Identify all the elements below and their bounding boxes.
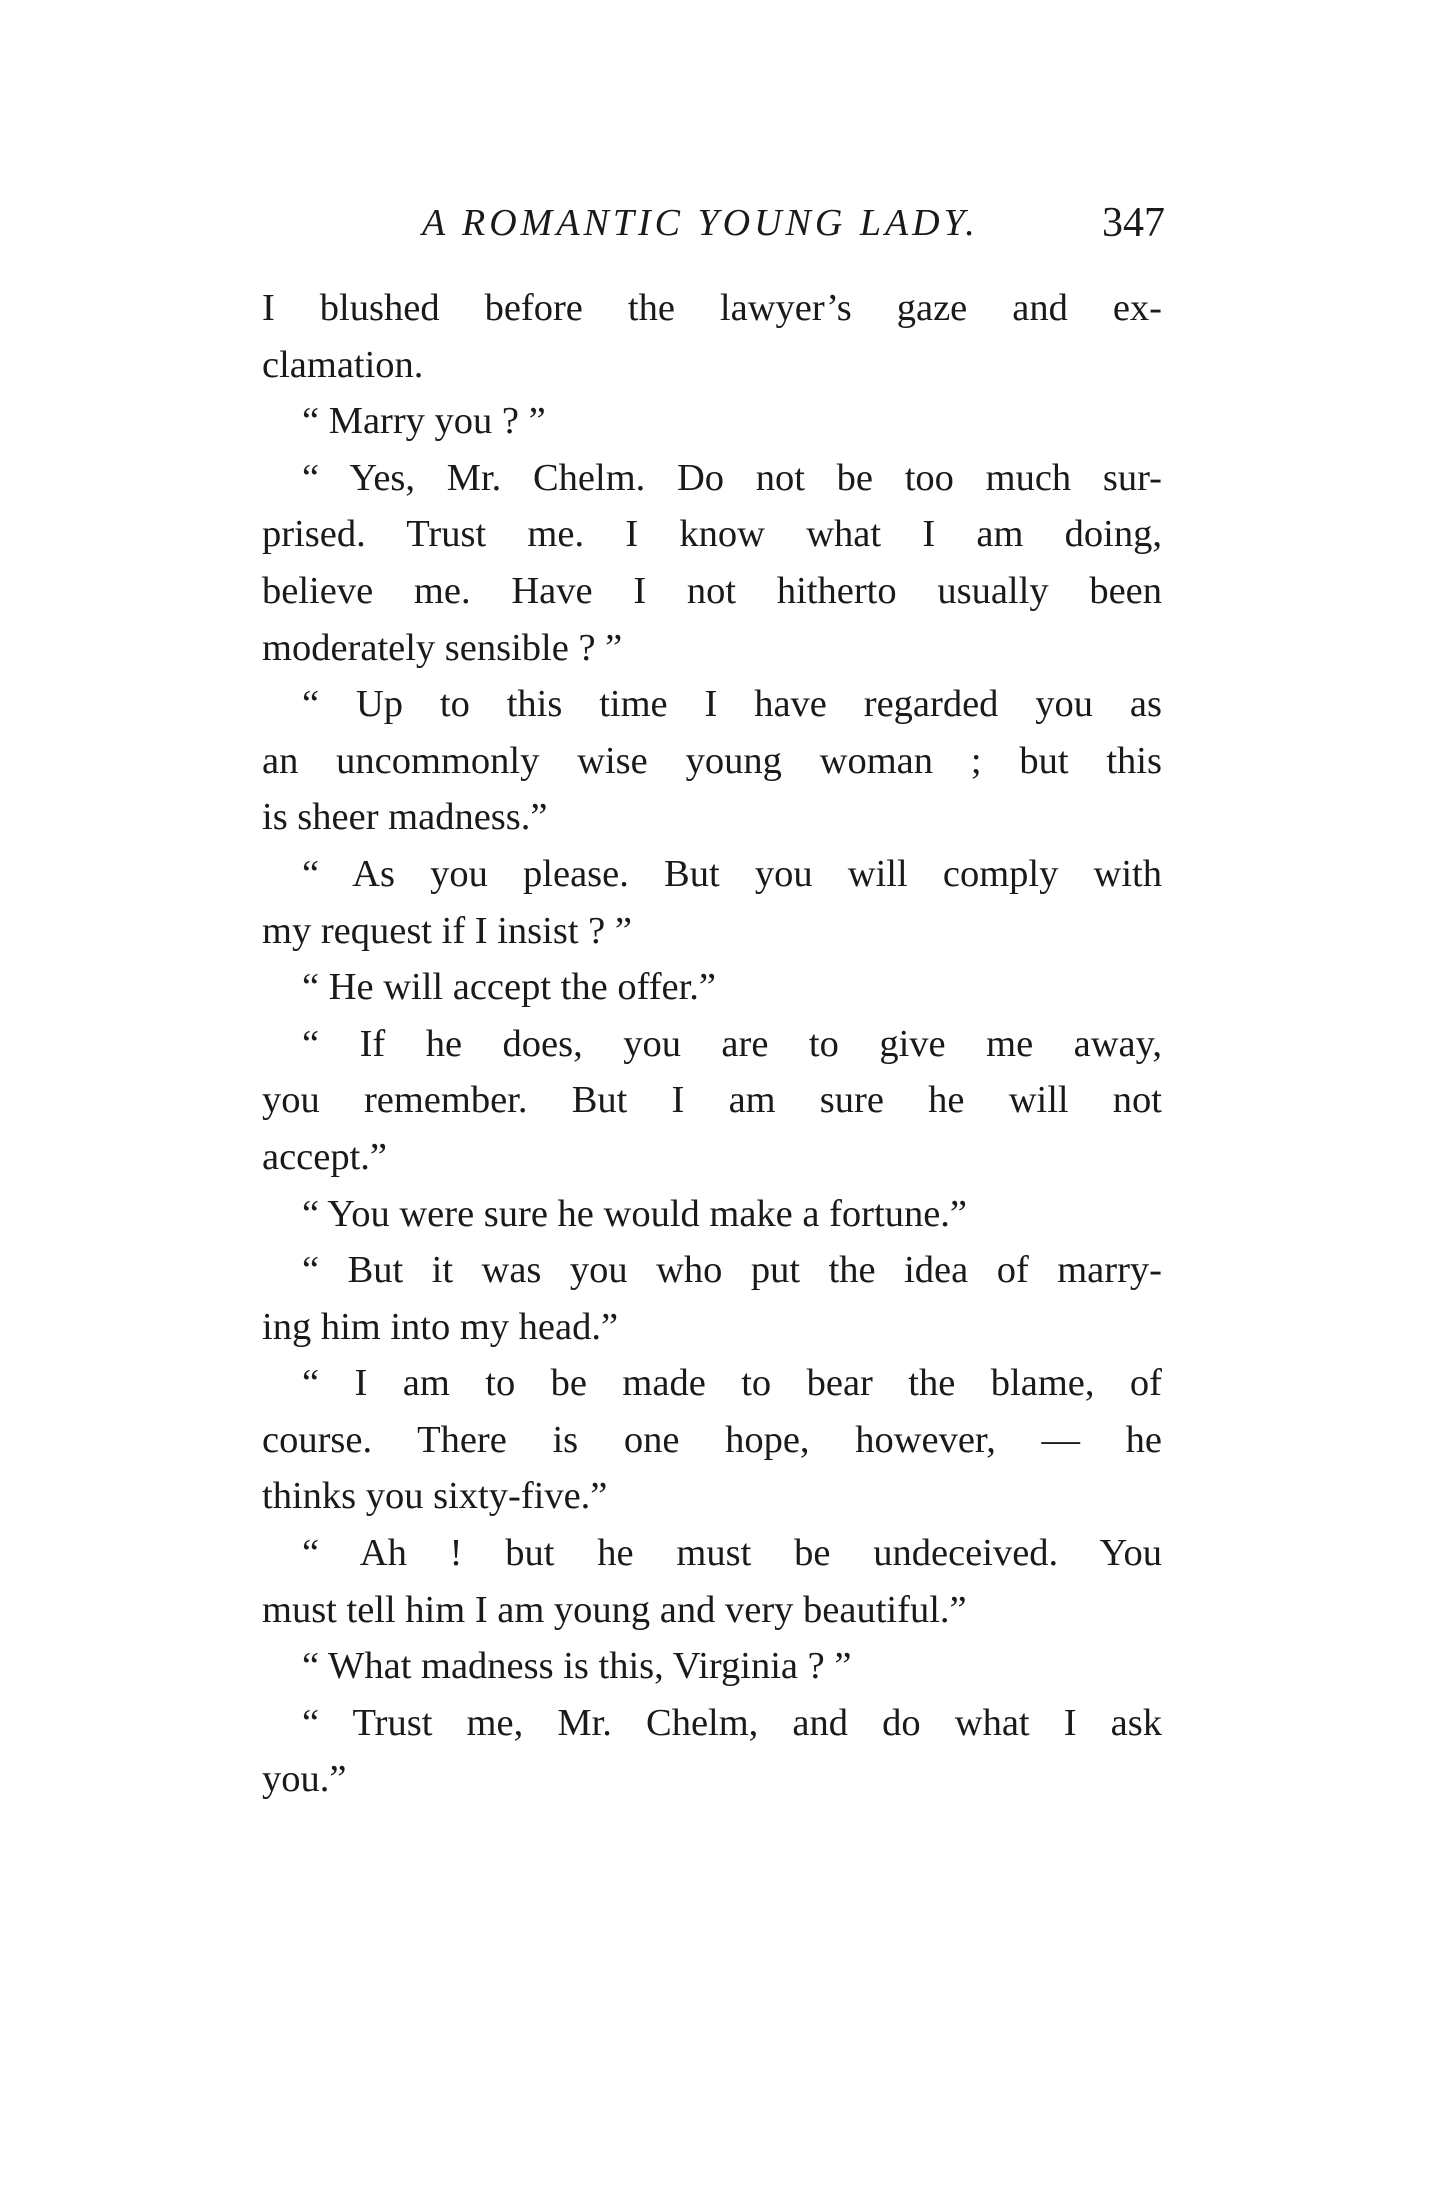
text-line: “ Up to this time I have regarded you as <box>302 683 1162 726</box>
text-line: “ Trust me, Mr. Chelm, and do what I ask <box>302 1701 1162 1744</box>
text-line: “ What madness is this, Virginia ? ” <box>302 1645 852 1688</box>
text-line: “ Ah ! but he must be undeceived. You <box>302 1532 1162 1575</box>
text-line: “ You were sure he would make a fortune.” <box>302 1192 967 1235</box>
text-line: an uncommonly wise young woman ; but this <box>262 739 1162 782</box>
text-line: “ If he does, you are to give me away, <box>302 1022 1162 1065</box>
text-line: I blushed before the lawyer’s gaze and ex- <box>262 287 1162 329</box>
text-line: you.” <box>262 1758 347 1801</box>
text-line: accept.” <box>262 1135 388 1178</box>
text-line: “ He will accept the offer.” <box>302 966 717 1009</box>
text-line: “ I am to be made to bear the blame, of <box>302 1362 1162 1405</box>
text-line: “ But it was you who put the idea of marry- <box>302 1249 1162 1292</box>
text-line: moderately sensible ? ” <box>262 626 623 669</box>
text-line: must tell him I am young and very beautiful.” <box>262 1588 967 1631</box>
text-line: “ Marry you ? ” <box>302 400 546 443</box>
text-line: my request if I insist ? ” <box>262 909 632 952</box>
page-number: 347 <box>1102 200 1165 246</box>
text-line: course. There is one hope, however, — he <box>262 1418 1162 1461</box>
text-line: believe me. Have I not hitherto usually been <box>262 569 1162 612</box>
running-head <box>262 195 1165 255</box>
text-line: is sheer madness.” <box>262 796 548 839</box>
text-line: you remember. But I am sure he will not <box>262 1079 1162 1122</box>
body-text <box>262 280 1162 1808</box>
text-line: clamation. <box>262 343 424 386</box>
text-line: thinks you sixty-five.” <box>262 1475 608 1518</box>
running-title: A ROMANTIC YOUNG LADY. <box>422 202 979 244</box>
text-line: ing him into my head.” <box>262 1305 619 1348</box>
text-line: “ Yes, Mr. Chelm. Do not be too much sur- <box>302 456 1162 499</box>
text-line: prised. Trust me. I know what I am doing, <box>262 513 1162 556</box>
text-line: “ As you please. But you will comply with <box>302 852 1162 895</box>
